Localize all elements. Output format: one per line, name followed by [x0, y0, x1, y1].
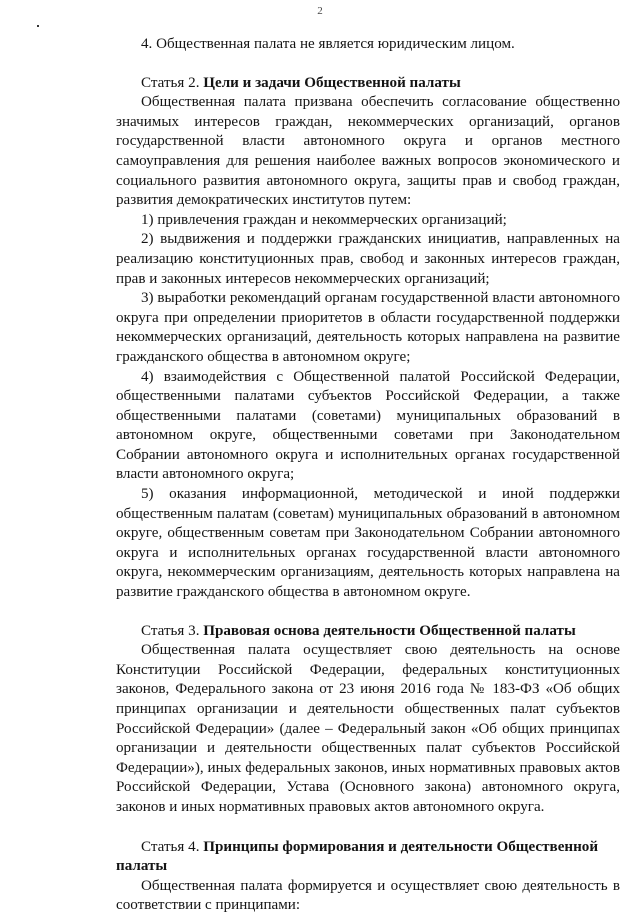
article-2-item-5: 5) оказания информационной, методической и иной поддержки общественным палатам (советам) муниципальных образований в автономном округе, общественным советам при Законодательном Собрании автономного округа и исполнительных органах государственной власти автономного округа, некоммерческим организациям, деятельность которых направлена на развитие гражданского общества в автономном округе.: [116, 486, 620, 601]
article-2-item-3: 3) выработки рекомендаций органам государственной власти автономного округа при определении приоритетов в области государственной поддержки некоммерческих организаций, деятельность которых направлена на развитие гражданского общества в автономном округе;: [116, 290, 620, 365]
article-2-item-4: 4) взаимодействия с Общественной палатой Российской Федерации, общественными палатами субъектов Российской Федерации, а также общественными палатами (советами) муниципальных образований в автономном округе, общественными советами при Законодательном Собрании автономного округа и исполнительных органах государственной власти автономного округа;: [116, 368, 620, 483]
article-2-number: Статья 2.: [141, 74, 204, 91]
article-2-item-2: 2) выдвижения и поддержки гражданских инициатив, направленных на реализацию конституционных прав, свобод и законных интересов граждан, прав и законных интересов некоммерческих организаций;: [116, 231, 620, 287]
article-3-paragraph: Общественная палата осуществляет свою деятельность на основе Конституции Российской Федерации, федеральных конституционных законов, Федерального закона от 23 июня 2016 года № 183-ФЗ «Об общих принципах организации и деятельности общественных палат субъектов Российской Федерации» (далее – Федеральный закон «Об общих принципах организации и деятельности общественных палат субъектов Российской Федерации»), иных федеральных законов, иных нормативных правовых актов Российской Федерации, Устава (Основного закона) автономного округа, законов и иных нормативных правовых актов автономного округа.: [116, 642, 620, 815]
article-3-number: Статья 3.: [141, 622, 204, 639]
article-3-heading: [116, 622, 620, 642]
paragraph-legal-status: 4. Общественная палата не является юридическим лицом.: [141, 36, 515, 52]
article-2-paragraph: Общественная палата призвана обеспечить согласование общественно значимых интересов граждан, некоммерческих организаций, органов государственной власти автономного округа и органов местного самоуправления для решения наиболее важных вопросов экономического и социального развития автономного округа, защиты прав и свобод граждан, развития демократических институтов путем:: [116, 94, 620, 209]
article-4-heading: [116, 838, 620, 877]
article-4-title: Принципы формирования и деятельности Общественной палаты: [116, 838, 599, 875]
article-2-item-1: 1) привлечения граждан и некоммерческих организаций;: [141, 211, 507, 228]
article-4-paragraph: Общественная палата формируется и осуществляет свою деятельность в соответствии с принципами:: [116, 877, 620, 914]
document-body: [116, 35, 620, 916]
scan-speck: [37, 25, 39, 27]
article-3-title: Правовая основа деятельности Общественной палаты: [203, 622, 576, 639]
article-2-heading: [116, 74, 620, 94]
page-number: 2: [317, 5, 323, 17]
article-4-number: Статья 4.: [141, 838, 204, 855]
article-2-title: Цели и задачи Общественной палаты: [203, 74, 461, 91]
